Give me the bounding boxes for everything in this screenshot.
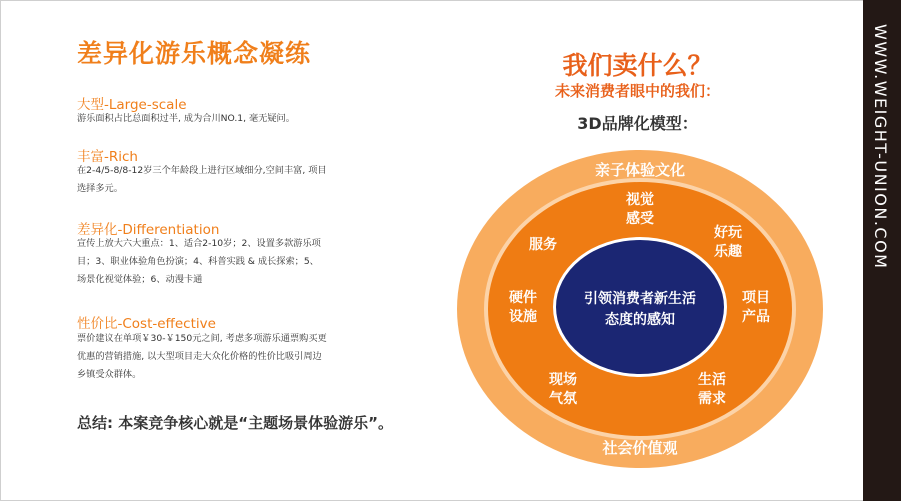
outer-bottom-label: 社会价值观 [602,439,678,457]
section-body-cost-effective: 票价建议在单项￥30-￥150元之间, 考虑多项游乐通票购买更优惠的营销措施, 以大型项目走大众化价格的性价比吸引周边乡镇受众群体。 [77,333,327,380]
summary-text: 总结: 本案竞争核心就是“主题场景体验游乐”。 [77,414,393,432]
visual-label-2: 感受 [626,211,654,227]
needs-label-2: 需求 [698,391,726,407]
right-title: 我们卖什么？ [562,51,713,80]
right-subtitle: 未来消费者眼中的我们： [554,82,720,100]
section-heading-rich: 丰富-Rich [77,149,138,165]
section-heading-cost-effective: 性价比-Cost-effective [77,316,216,332]
fun-label-2: 乐趣 [714,244,742,260]
brand-model-diagram [455,148,825,470]
needs-label-1: 生活 [698,372,726,388]
atmosphere-label-1: 现场 [549,372,577,388]
fun-label-1: 好玩 [714,225,742,241]
outer-top-label: 亲子体验文化 [594,161,686,179]
section-heading-differentiation: 差异化-Differentiation [77,222,220,238]
products-label-1: 项目 [742,290,770,306]
hardware-label-1: 硬件 [509,290,537,306]
section-heading-large-scale: 大型-Large-scale [77,97,187,113]
page-title: 差异化游乐概念凝练 [77,39,312,68]
core-label-1: 引领消费者新生活 [584,291,696,307]
section-body-rich: 在2-4/5-8/8-12岁三个年龄段上进行区域细分,空间丰富, 项目选择多元。 [77,165,327,194]
hardware-label-2: 设施 [509,309,537,325]
core-label-2: 态度的感知 [605,312,675,328]
section-body-differentiation: 宣传上放大六大重点：1、适合2-10岁；2、设置多款游乐项目；3、职业体验角色扮演；4、科普实践 & 成长探索；5、场景化视觉体验；6、动漫卡通 [77,238,321,285]
visual-label-1: 视觉 [626,192,654,208]
model-label: 3D品牌化模型： [577,114,698,133]
core-ellipse [556,240,724,374]
atmosphere-label-2: 气氛 [549,391,577,407]
section-body-large-scale: 游乐面积占比总面积过半, 成为合川NO.1, 毫无疑问。 [77,113,295,124]
products-label-2: 产品 [742,309,770,325]
service-label: 服务 [529,237,557,253]
sidebar-url-text: WWW.WEIGHT-UNION.COM [871,24,890,270]
